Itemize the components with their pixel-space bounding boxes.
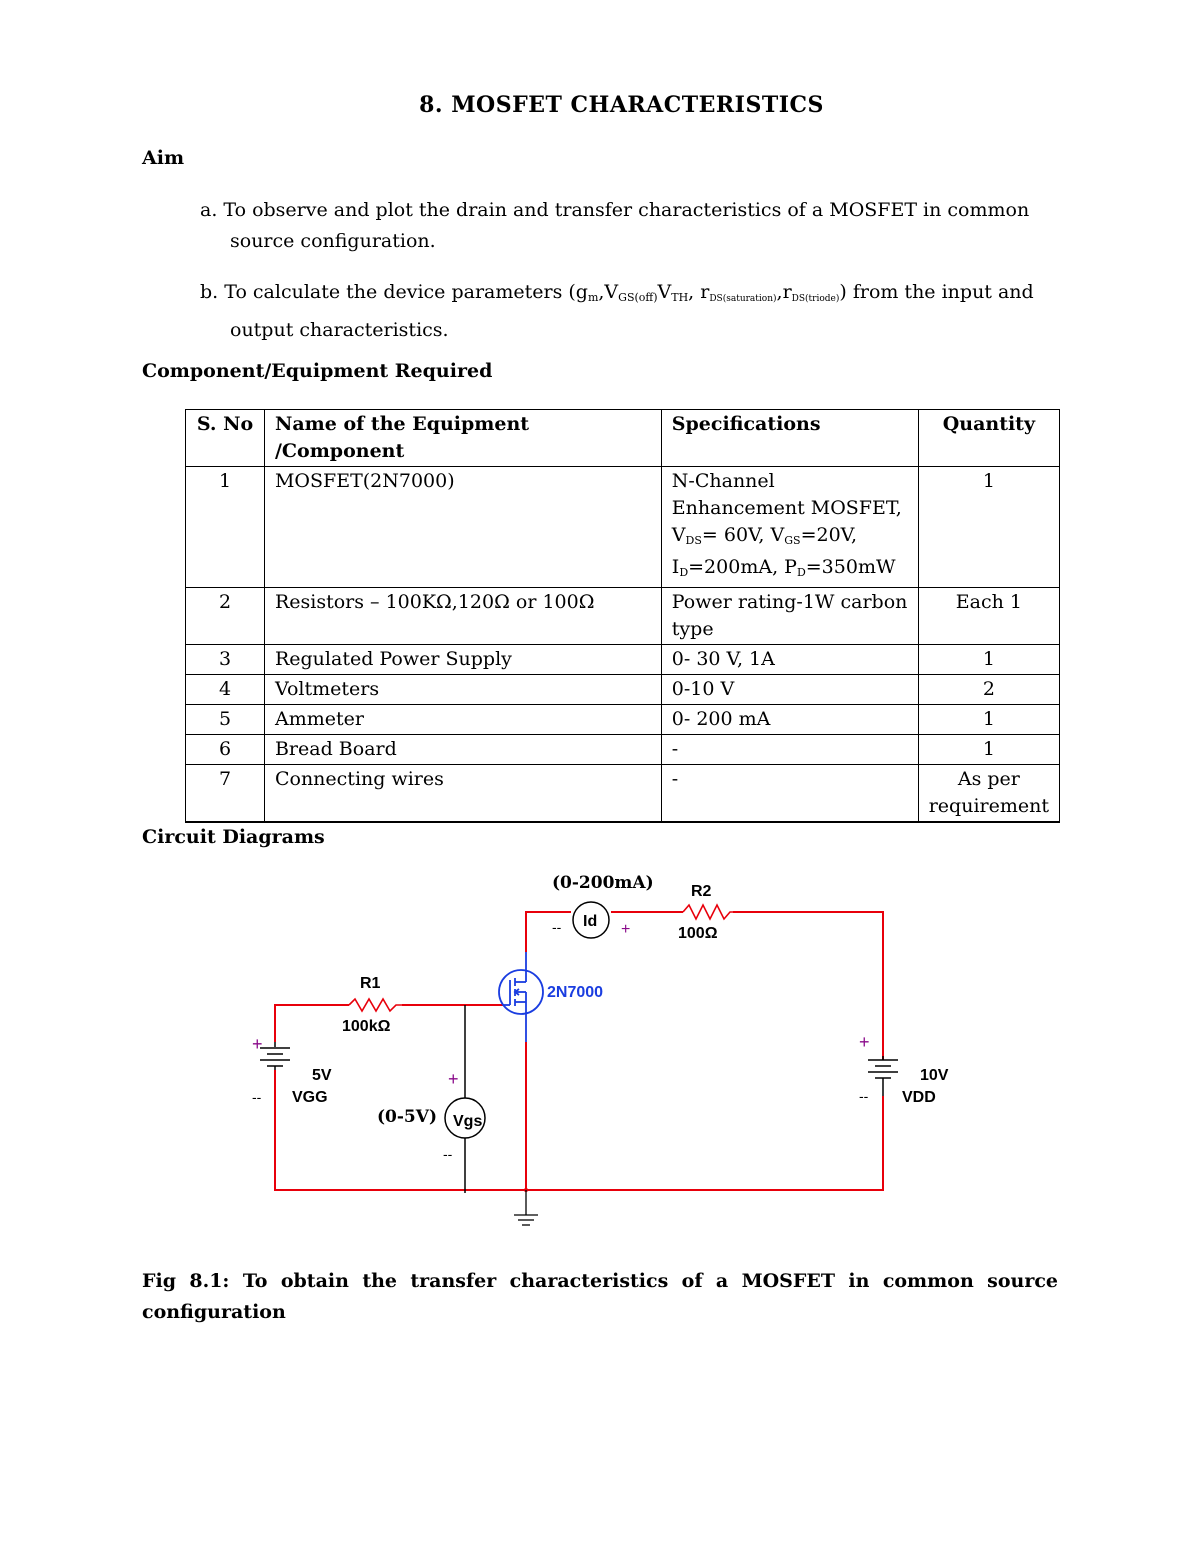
cell-sno: 2 [186, 588, 265, 645]
vdd-value: 10V [920, 1067, 949, 1084]
aim-b-rsat-sub: DS(saturation) [709, 294, 777, 304]
voltmeter-plus: + [448, 1069, 459, 1089]
spec-line: N-Channel [671, 470, 775, 492]
table-header-row [186, 410, 1060, 467]
r2-name: R2 [691, 883, 712, 900]
wire-vgg-r1 [275, 1005, 349, 1042]
equipment-heading: Component/Equipment Required [142, 360, 493, 382]
aim-b-v2: V [657, 281, 672, 303]
ground-icon [514, 1188, 538, 1225]
cell-spec: 0- 200 mA [661, 705, 918, 735]
spec-part: =350mW [805, 556, 896, 578]
r1-resistor [349, 999, 402, 1011]
mosfet-icon [499, 952, 543, 1042]
aim-b-rtri-sub: DS(triode) [791, 294, 840, 304]
aim-item-b-line2: output characteristics. [230, 319, 449, 341]
cell-name: Resistors – 100KΩ,120Ω or 100Ω [264, 588, 661, 645]
table-row [186, 765, 1060, 823]
aim-item-b-text [200, 281, 1034, 303]
cell-qty: As per requirement [918, 765, 1059, 823]
aim-b-gm-sub: m [587, 291, 599, 304]
table-row [186, 735, 1060, 765]
header-name: Name of the Equipment /Component [264, 410, 661, 467]
vgg-plus: + [252, 1034, 263, 1054]
cell-sno: 6 [186, 735, 265, 765]
vdd-battery-icon [868, 1056, 898, 1096]
wire-drain-ammeter [526, 912, 571, 952]
cell-qty: 1 [918, 735, 1059, 765]
vgg-name: VGG [292, 1089, 328, 1106]
spec-sub: DS [685, 534, 702, 547]
cell-sno: 5 [186, 705, 265, 735]
cell-sno: 3 [186, 645, 265, 675]
cell-spec: 0- 30 V, 1A [661, 645, 918, 675]
voltmeter-range-label: (0-5V) [377, 1107, 437, 1127]
vdd-minus: -- [859, 1088, 869, 1104]
r2-resistor [683, 905, 733, 919]
aim-item-a-line2: source configuration. [230, 230, 436, 252]
cell-qty: 1 [918, 467, 1059, 588]
aim-heading: Aim [142, 147, 185, 169]
cell-name: Bread Board [264, 735, 661, 765]
cell-spec [661, 467, 918, 588]
table-row [186, 645, 1060, 675]
cell-name: Voltmeters [264, 675, 661, 705]
voltmeter-minus: -- [443, 1146, 453, 1162]
aim-b-pre: b. To calculate the device parameters (g [200, 281, 588, 303]
figure-caption: Fig 8.1: To obtain the transfer characteristics of a MOSFET in common source configuration [142, 1270, 1058, 1323]
cell-name: Ammeter [264, 705, 661, 735]
page-title: 8. MOSFET CHARACTERISTICS [419, 92, 824, 118]
vdd-plus: + [859, 1032, 870, 1052]
ammeter-label: Id [583, 913, 598, 930]
circuit-heading: Circuit Diagrams [142, 826, 325, 848]
vgg-battery-icon [260, 1042, 290, 1070]
header-qty: Quantity [918, 410, 1059, 467]
spec-line [672, 554, 908, 586]
table-row [186, 467, 1060, 588]
r1-name: R1 [360, 975, 381, 992]
cell-spec: - [661, 735, 918, 765]
cell-qty: Each 1 [918, 588, 1059, 645]
spec-sub: D [796, 566, 806, 579]
aim-item-b [200, 277, 1058, 346]
cell-qty: 2 [918, 675, 1059, 705]
aim-b-v1: ,V [598, 281, 619, 303]
header-sno: S. No [186, 410, 265, 467]
vgg-minus: -- [252, 1089, 262, 1105]
circuit-diagram [240, 860, 980, 1240]
spec-line: Enhancement MOSFET, [671, 497, 902, 519]
aim-item-a-line1: a. To observe and plot the drain and transfer characteristics of a MOSFET in common [200, 199, 1030, 221]
ammeter-range-label: (0-200mA) [552, 873, 654, 893]
aim-b-post: ) from the input and [839, 281, 1034, 303]
table-row [186, 588, 1060, 645]
spec-sub: GS [784, 534, 801, 547]
cell-spec: Power rating-1W carbon type [661, 588, 918, 645]
mosfet-label: 2N7000 [547, 984, 604, 1001]
spec-part: V [671, 524, 686, 546]
cell-spec: 0-10 V [661, 675, 918, 705]
spec-part: I [671, 556, 680, 578]
table-row [186, 675, 1060, 705]
spec-part: =200mA, P [688, 556, 797, 578]
spec-line [672, 522, 908, 554]
cell-qty: 1 [918, 705, 1059, 735]
equipment-table [185, 409, 1060, 823]
aim-b-vth-sub: TH [671, 291, 689, 304]
vdd-name: VDD [902, 1089, 936, 1106]
wire-return [275, 1070, 883, 1190]
aim-b-vgs-sub: GS(off) [618, 291, 658, 304]
spec-sub: D [679, 566, 689, 579]
ammeter-minus: -- [552, 919, 562, 935]
cell-sno: 7 [186, 765, 265, 823]
cell-name: Connecting wires [264, 765, 661, 823]
vgg-value: 5V [312, 1067, 332, 1084]
cell-qty: 1 [918, 645, 1059, 675]
aim-b-r1: , r [688, 281, 710, 303]
cell-sno: 4 [186, 675, 265, 705]
r2-value: 100Ω [678, 925, 718, 942]
circuit-wires [275, 912, 883, 1190]
header-spec: Specifications [661, 410, 918, 467]
spec-part: = 60V, V [701, 524, 785, 546]
cell-name: MOSFET(2N7000) [264, 467, 661, 588]
aim-item-a [200, 195, 1058, 257]
r1-value: 100kΩ [342, 1018, 391, 1035]
spec-part: =20V, [800, 524, 858, 546]
voltmeter-label: Vgs [453, 1113, 483, 1130]
cell-name: Regulated Power Supply [264, 645, 661, 675]
aim-b-r2: ,r [776, 281, 792, 303]
ammeter-plus: + [621, 921, 631, 938]
table-row [186, 705, 1060, 735]
cell-sno: 1 [186, 467, 265, 588]
cell-spec: - [661, 765, 918, 823]
